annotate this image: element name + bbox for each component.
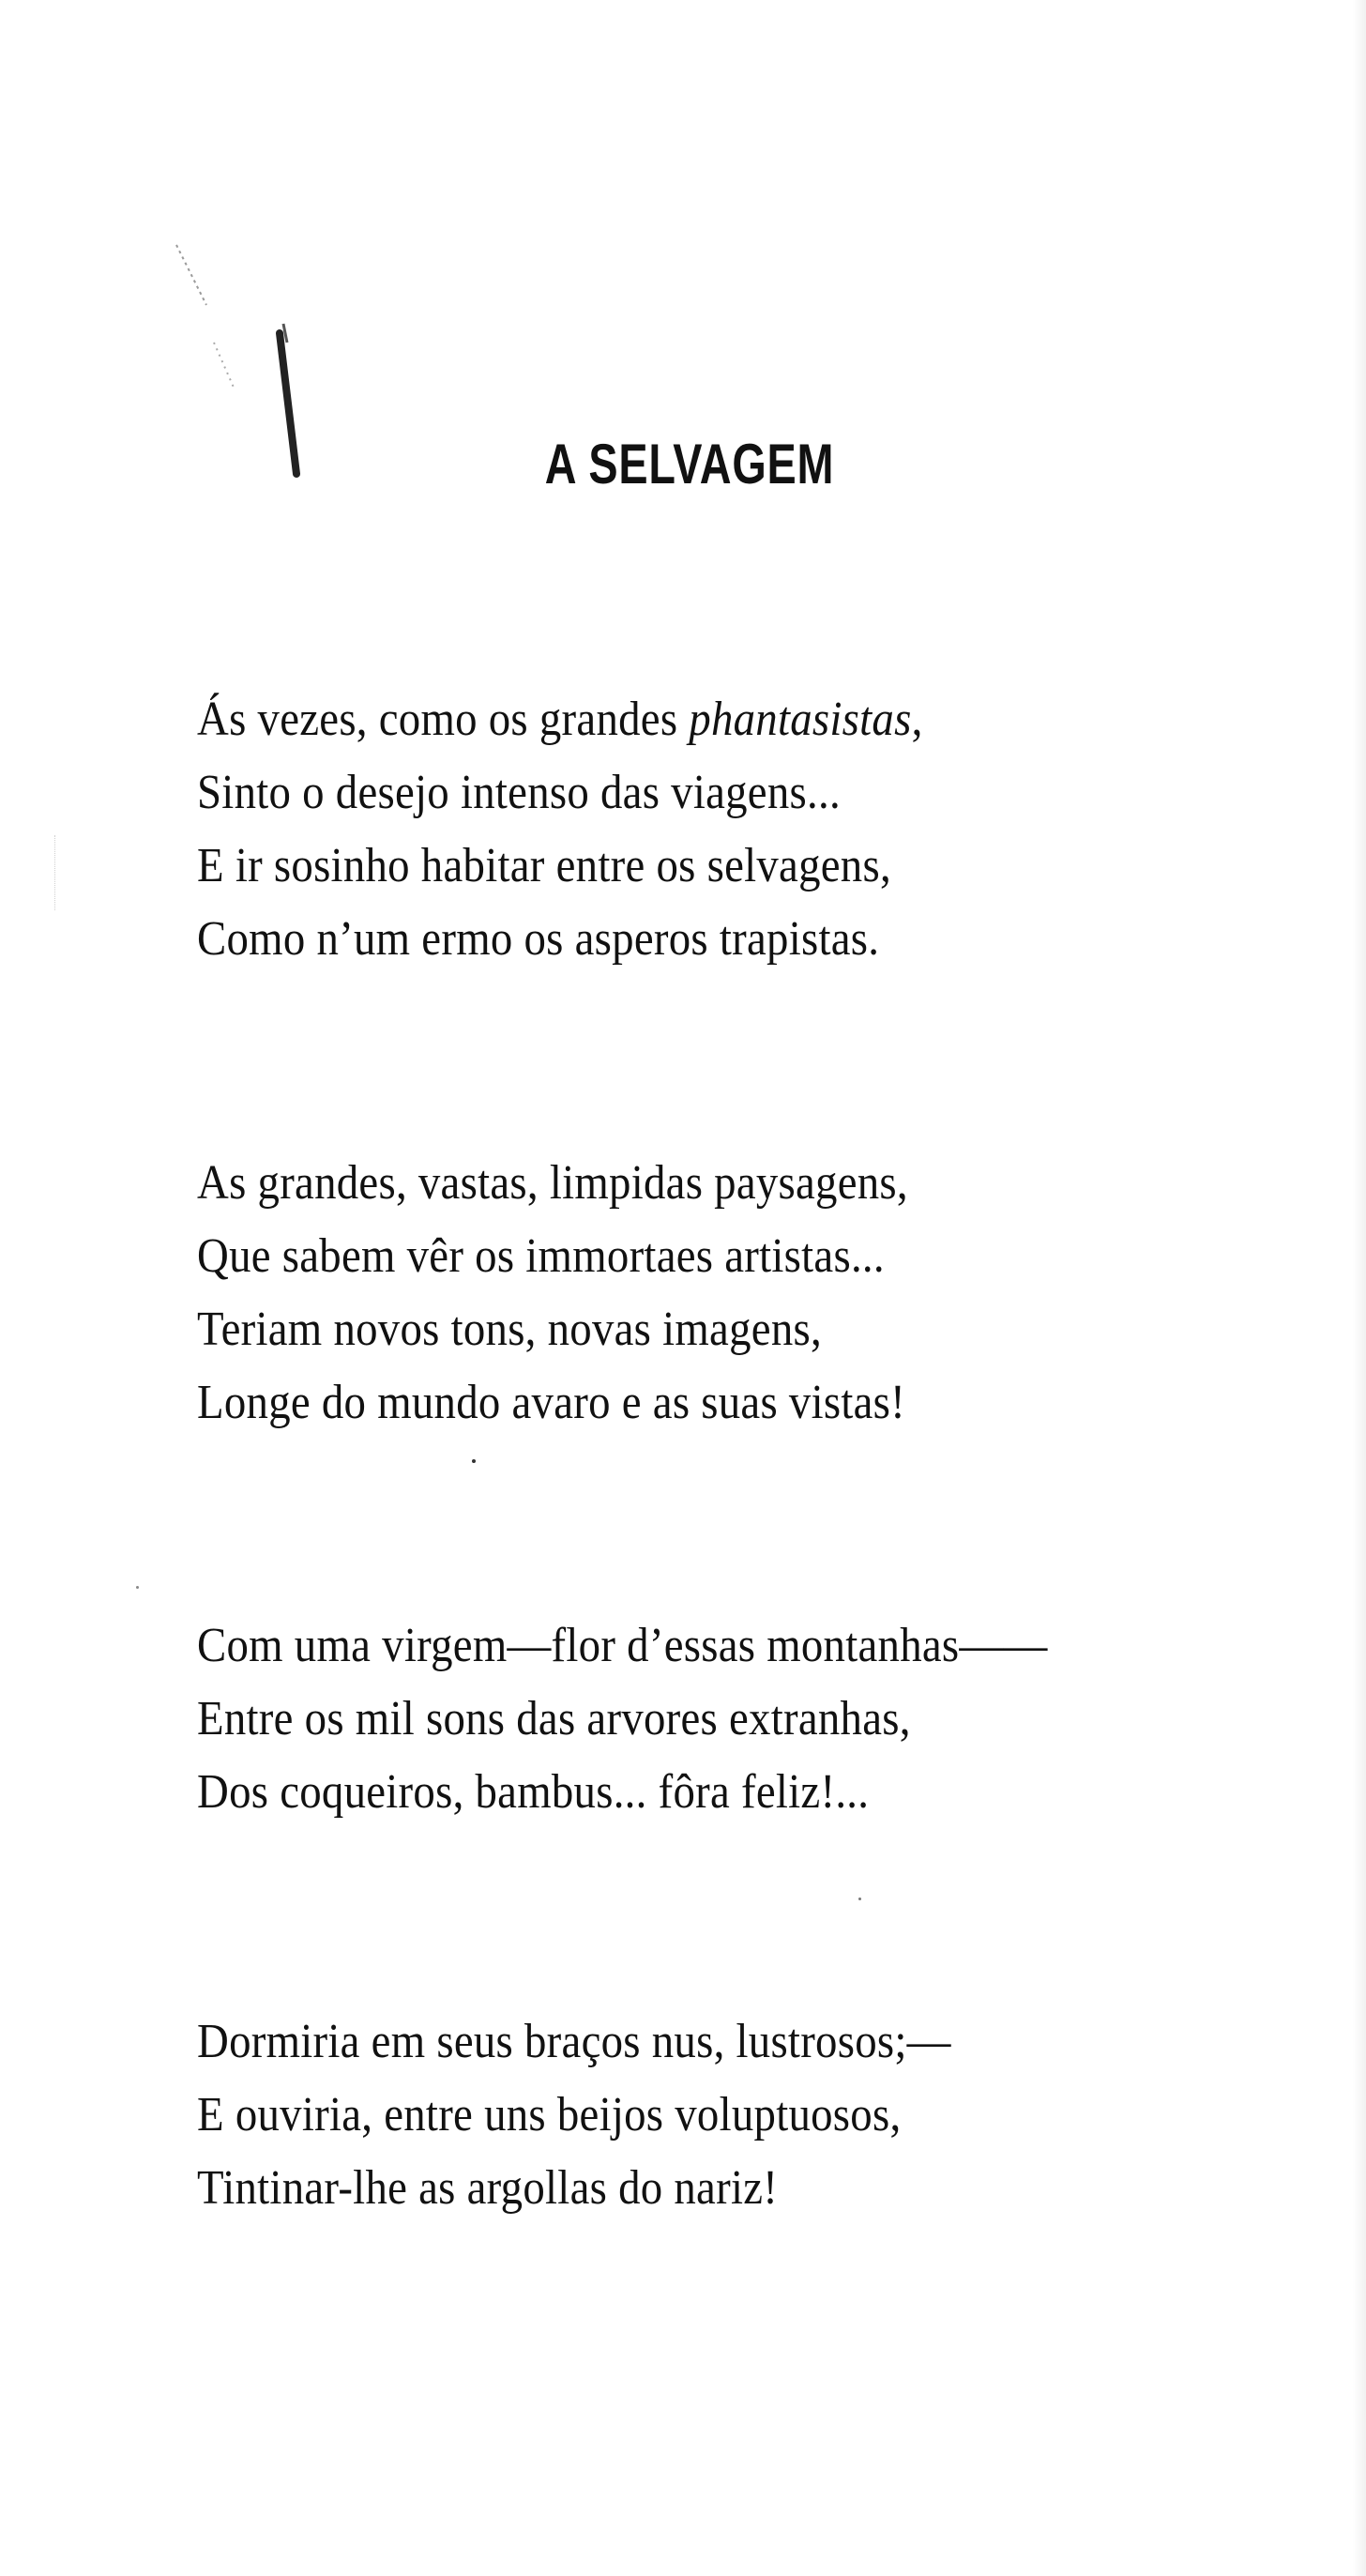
verse-line: Teriam novos tons, novas imagens, bbox=[197, 1303, 822, 1356]
poem-title: A SELVAGEM bbox=[544, 433, 835, 495]
stanza-3 bbox=[197, 1609, 1142, 1829]
verse-line: Que sabem vêr os immortaes artistas... bbox=[197, 1229, 885, 1283]
page-edge bbox=[1353, 0, 1366, 2576]
ink-speck bbox=[472, 1459, 476, 1463]
verse-line: Dos coqueiros, bambus... fôra feliz!... bbox=[197, 1765, 870, 1819]
verse-line: Entre os mil sons das arvores extranhas, bbox=[197, 1692, 911, 1745]
verse-line: E ir sosinho habitar entre os selvagens, bbox=[197, 839, 891, 892]
verse-line: Dormiria em seus braços nus, lustrosos;— bbox=[197, 2015, 951, 2068]
verse-line: As grandes, vastas, limpidas paysagens, bbox=[197, 1156, 908, 1210]
ink-speck bbox=[136, 1586, 139, 1589]
verse-line: Como n’um ermo os asperos trapistas. bbox=[197, 912, 880, 966]
verse-line: Tintinar-lhe as argollas do nariz! bbox=[197, 2161, 779, 2215]
verse-line: E ouviria, entre uns beijos voluptuosos, bbox=[197, 2088, 902, 2142]
stanza-1 bbox=[197, 683, 1004, 976]
ink-speck bbox=[858, 1898, 861, 1900]
verse-line: Com uma virgem—flor d’essas montanhas—— bbox=[197, 1619, 1048, 1672]
stanza-4 bbox=[197, 2005, 1035, 2225]
scan-edge-marks bbox=[54, 835, 59, 910]
stanza-2 bbox=[197, 1147, 987, 1440]
verse-line: Ás vezes, como os grandes phantasistas, bbox=[197, 693, 923, 746]
verse-line: Sinto o desejo intenso das viagens... bbox=[197, 766, 841, 819]
verse-line: Longe do mundo avaro e as suas vistas! bbox=[197, 1376, 906, 1429]
